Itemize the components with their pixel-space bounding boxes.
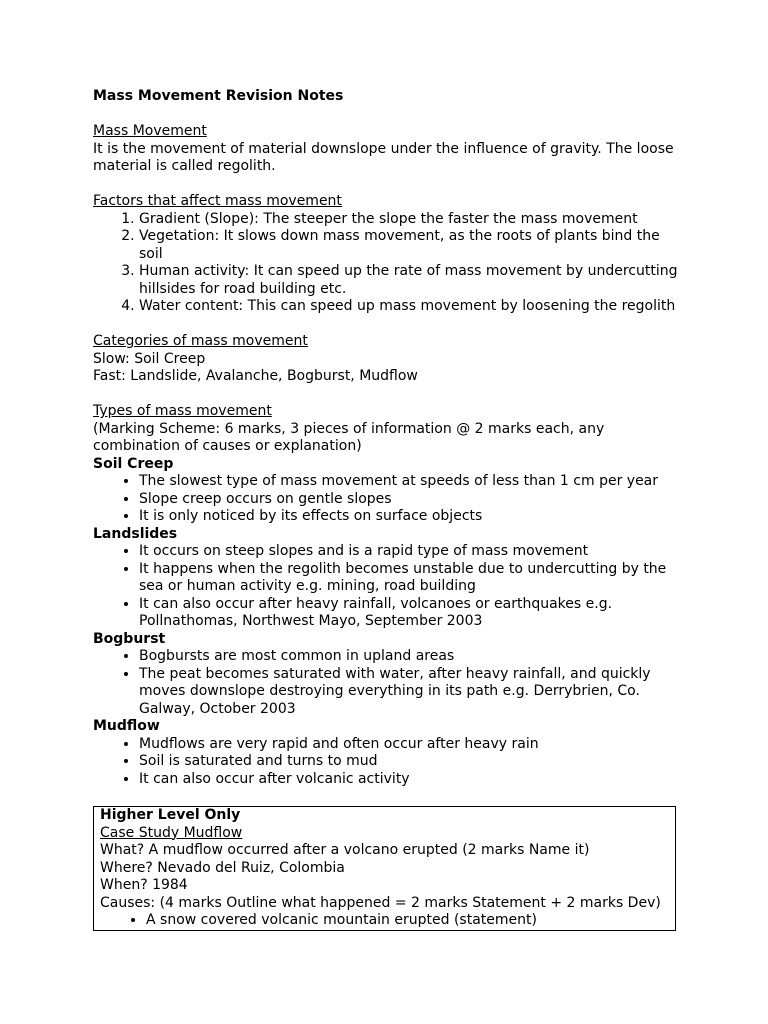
list-item: • It can also occur after heavy rainfall, volcanoes or earthquakes e.g. Pollnathomas, Northwest Mayo, September 2003 — [139, 596, 683, 631]
case-when: When? 1984 — [100, 877, 188, 893]
case-what: What? A mudflow occurred after a volcano erupted (2 marks Name it) — [100, 842, 590, 858]
list-item: • It occurs on steep slopes and is a rapid type of mass movement — [139, 543, 683, 561]
mudflow-list — [93, 736, 683, 789]
intro-heading: Mass Movement — [93, 123, 207, 139]
categories-heading: Categories of mass movement — [93, 333, 308, 349]
higher-level-box — [93, 806, 676, 931]
list-item: • The peat becomes saturated with water, after heavy rainfall, and quickly moves downslope destroying everything in its path e.g. Derrybrien, Co. Galway, October 2003 — [139, 666, 683, 719]
section-title-soil-creep: Soil Creep — [93, 455, 174, 472]
list-item: • It is only noticed by its effects on surface objects — [139, 508, 683, 526]
marking-scheme: (Marking Scheme: 6 marks, 3 pieces of information @ 2 marks each, any combination of causes or explanation) — [93, 420, 605, 454]
categories-fast: Fast: Landslide, Avalanche, Bogburst, Mudflow — [93, 368, 418, 384]
case-where: Where? Nevado del Ruiz, Colombia — [100, 859, 345, 876]
section-title-mudflow: Mudflow — [93, 718, 160, 734]
intro-text: It is the movement of material downslope under the influence of gravity. The loose material is called regolith. — [93, 140, 674, 174]
list-item: • It can also occur after volcanic activity — [139, 771, 683, 789]
categories-slow: Slow: Soil Creep — [93, 350, 206, 367]
case-causes: Causes: (4 marks Outline what happened = 2 marks Statement + 2 marks Dev) — [100, 894, 661, 911]
list-item: • Slope creep occurs on gentle slopes — [139, 491, 683, 509]
list-item: 2. Vegetation: It slows down mass movement, as the roots of plants bind the soil — [139, 228, 683, 263]
list-item: • A snow covered volcanic mountain erupted (statement) — [146, 912, 669, 930]
list-item: 1. Gradient (Slope): The steeper the slope the faster the mass movement — [139, 211, 683, 229]
types-heading: Types of mass movement — [93, 403, 272, 419]
list-item: • Soil is saturated and turns to mud — [139, 753, 683, 771]
soil-creep-list — [93, 473, 683, 526]
document-title: Mass Movement Revision Notes — [93, 88, 344, 104]
notes-content — [93, 88, 683, 788]
list-item: 3. Human activity: It can speed up the rate of mass movement by undercutting hillsides for road building etc. — [139, 263, 683, 298]
factors-list — [93, 211, 683, 316]
list-item: • The slowest type of mass movement at speeds of less than 1 cm per year — [139, 473, 683, 491]
case-study-heading: Case Study Mudflow — [100, 824, 243, 841]
higher-level-title: Higher Level Only — [100, 807, 241, 823]
list-item: • Mudflows are very rapid and often occur after heavy rain — [139, 736, 683, 754]
bogburst-list — [93, 648, 683, 718]
section-title-bogburst: Bogburst — [93, 630, 166, 647]
list-item: • Bogbursts are most common in upland areas — [139, 648, 683, 666]
section-title-landslides: Landslides — [93, 525, 178, 542]
causes-list — [100, 912, 669, 930]
list-item: 4. Water content: This can speed up mass movement by loosening the regolith — [139, 298, 683, 316]
factors-heading: Factors that affect mass movement — [93, 193, 342, 209]
list-item: • It happens when the regolith becomes unstable due to undercutting by the sea or human activity e.g. mining, road building — [139, 561, 683, 596]
landslides-list — [93, 543, 683, 631]
